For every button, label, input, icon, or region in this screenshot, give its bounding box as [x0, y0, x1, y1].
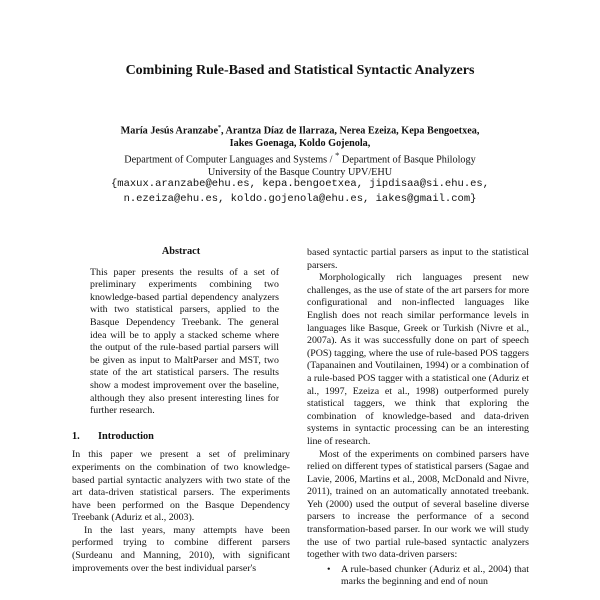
author-others: , Arantza Díaz de Ilarraza, Nerea Ezeiza, Kepa Bengoetxea,	[220, 125, 480, 137]
author-first: María Jesús Aranzabe	[120, 125, 218, 137]
parser-list	[307, 564, 529, 589]
author-line-2: Iakes Goenaga, Koldo Gojenola,	[229, 138, 371, 150]
author-affiliation-mark: *	[217, 125, 221, 131]
left-column	[72, 246, 290, 575]
email-list	[40, 177, 560, 207]
abstract-heading: Abstract	[161, 246, 201, 257]
section-heading-introduction	[72, 431, 290, 444]
affiliation-university: University of the Basque Country UPV/EHU	[207, 167, 393, 179]
right-paragraph-1: based syntactic partial parsers as input to the statistical parsers.	[307, 247, 529, 271]
section-title: Introduction	[98, 430, 154, 442]
right-column	[307, 247, 529, 589]
section-number: 1.	[72, 430, 80, 442]
paper-title: Combining Rule-Based and Statistical Syntactic Analyzers	[125, 63, 475, 78]
intro-paragraph-1: In this paper we present a set of preliminary experiments on the combination of two knowledge-based partial syntactic analyzers with two state of the art data-driven statistical parsers. The experiments have been performed on the Basque Dependency Treebank (Aduriz et al., 2003).	[72, 449, 290, 524]
affiliation-dept-2: Department of Basque Philology	[339, 154, 476, 166]
email-line-1: {maxux.aranzabe@ehu.es, kepa.bengoetxea, jipdisaa@si.ehu.es,	[110, 178, 490, 190]
right-paragraph-3: Most of the experiments on combined parsers have relied on different types of statistical parsers (Sagae and Lavie, 2006, Martins et al., 2008, McDonald and Nivre, 2011), trained on an automatically annotated treebank. Yeh (2000) used the output of several baseline diverse parsers to increase the performance of a second transformation-based parser. In our work we will study the use of two partial rule-based syntactic analyzers together with two data-driven parsers:	[307, 448, 529, 561]
affiliation	[40, 149, 560, 179]
author-list	[40, 122, 560, 150]
affiliation-dept-1: Department of Computer Languages and Systems /	[124, 154, 336, 166]
right-paragraph-2: Morphologically rich languages present new challenges, as the use of state of the art parsers for more configurational and non-inflected languages like English does not reach similar performance levels in languages like Basque, Greek or Turkish (Nivre et al., 2007a). As it was successfully done on part of speech (POS) tagging, where the use of rule-based POS taggers (Tapanainen and Voutilainen, 1994) or a combination of a rule-based POS tagger with a statistical one (Aduriz et al., 1997, Ezeiza et al., 1998) outperformed purely statistical taggers, we think that exploring the combination of knowledge-based and data-driven systems in syntactic processing can be an interesting line of research.	[307, 272, 529, 447]
email-line-2: n.ezeiza@ehu.es, koldo.gojenola@ehu.es, iakes@gmail.com}	[123, 193, 477, 205]
abstract-text: This paper presents the results of a set of preliminary experiments combining two knowledge-based partial dependency analyzers with two statistical parsers, applied to the Basque Dependency Treebank. The general idea will be to apply a stacked scheme where the output of the rule-based partial parsers will be given as input to MaltParser and MST, two state of the art statistical parsers. The results show a modest improvement over the baseline, although they also present interesting lines for further research.	[90, 266, 279, 417]
intro-paragraph-2: In the last years, many attempts have been performed trying to combine different parsers (Surdeanu and Manning, 2010), with significant improvements over the best individual parser's	[72, 524, 290, 574]
affiliation-mark: *	[335, 150, 340, 160]
list-item: • A rule-based chunker (Aduriz et al., 2004) that marks the beginning and end of noun	[341, 564, 529, 589]
